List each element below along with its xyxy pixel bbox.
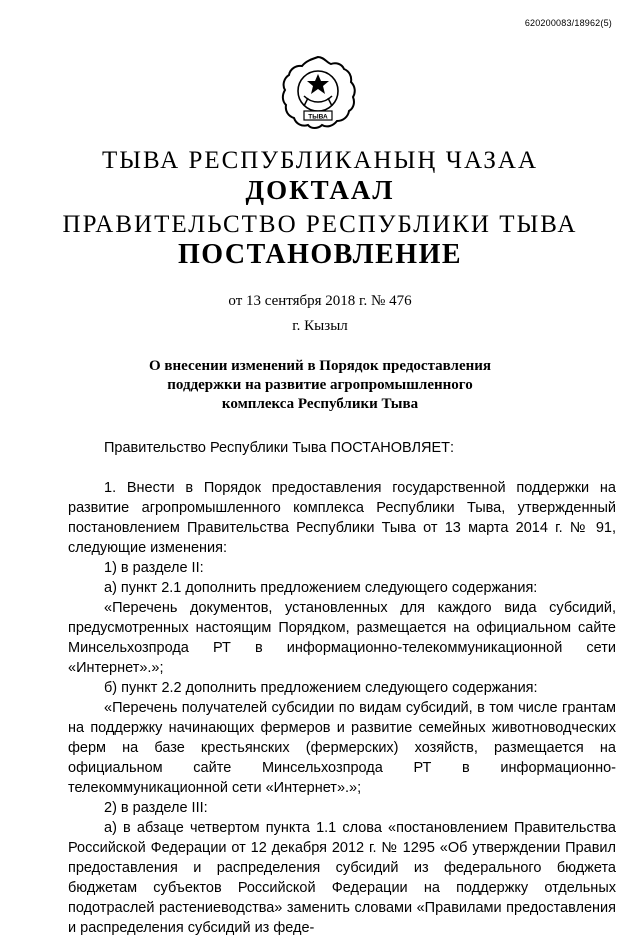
body-paragraph: б) пункт 2.2 дополнить предложением следующего содержания: — [104, 680, 538, 696]
document-number: 620200083/18962(5) — [524, 18, 612, 28]
subject-line: О внесении изменений в Порядок предоставления — [148, 358, 492, 374]
body-paragraph: 1. Внести в Порядок предоставления государственной поддержки на развитие агропромышленного комплекса Республики Тыва, утвержденный постановлением Правительства Республики Тыва от 13 марта 2014 г. № 91, следующие изменения: — [68, 480, 616, 556]
tuvan-resolution-title: ДОКТААЛ — [245, 175, 395, 205]
resolution-city: г. Кызыл — [292, 318, 348, 334]
resolution-subject — [140, 357, 500, 414]
body-paragraph: «Перечень документов, установленных для каждого вида субсидий, предусмотренных настоящим Порядком, размещается на официальном сайте Минсельхозпрода РТ в информационно-телекоммуникационной сети «Интернет».»; — [68, 600, 616, 676]
emblem-label: ТЫВА — [308, 113, 328, 121]
tuvan-government-title: ТЫВА РЕСПУБЛИКАНЫҢ ЧАЗАА — [101, 147, 539, 174]
body-paragraph: 2) в разделе III: — [104, 800, 208, 816]
body-paragraph: а) пункт 2.1 дополнить предложением следующего содержания: — [104, 580, 538, 596]
russian-resolution-title: ПОСТАНОВЛЕНИЕ — [177, 239, 463, 270]
body-paragraph: «Перечень получателей субсидии по видам субсидий, в том числе грантам на поддержку начинающих фермеров и развитие семейных животноводческих ферм на базе крестьянских (фермерских) хозяйств, размещается на официальном сайте Минсельхозпрода РТ в информационно-телекоммуникационной сети «Интернет».»; — [68, 700, 616, 796]
body-paragraph: 1) в разделе II: — [104, 560, 204, 576]
russian-government-title: ПРАВИТЕЛЬСТВО РЕСПУБЛИКИ ТЫВА — [62, 211, 578, 238]
subject-line: комплекса Республики Тыва — [221, 396, 419, 412]
tuva-emblem-icon — [278, 54, 358, 134]
resolution-body — [68, 478, 616, 938]
body-paragraph: а) в абзаце четвертом пункта 1.1 слова «постановлением Правительства Российской Федерации от 12 декабря 2012 г. № 1295 «Об утверждении Правил предоставления и распределения субсидий из федерального бюджета бюджетам субъектов Российской Федерации на поддержку отдельных подотраслей растениеводства» заменить словами «Правилами предоставления и распределения субсидий из феде- — [68, 820, 616, 936]
preamble: Правительство Республики Тыва ПОСТАНОВЛЯЕТ: — [104, 440, 455, 456]
resolution-date: от 13 сентября 2018 г. № 476 — [228, 293, 412, 309]
subject-line: поддержки на развитие агропромышленного — [167, 377, 473, 393]
